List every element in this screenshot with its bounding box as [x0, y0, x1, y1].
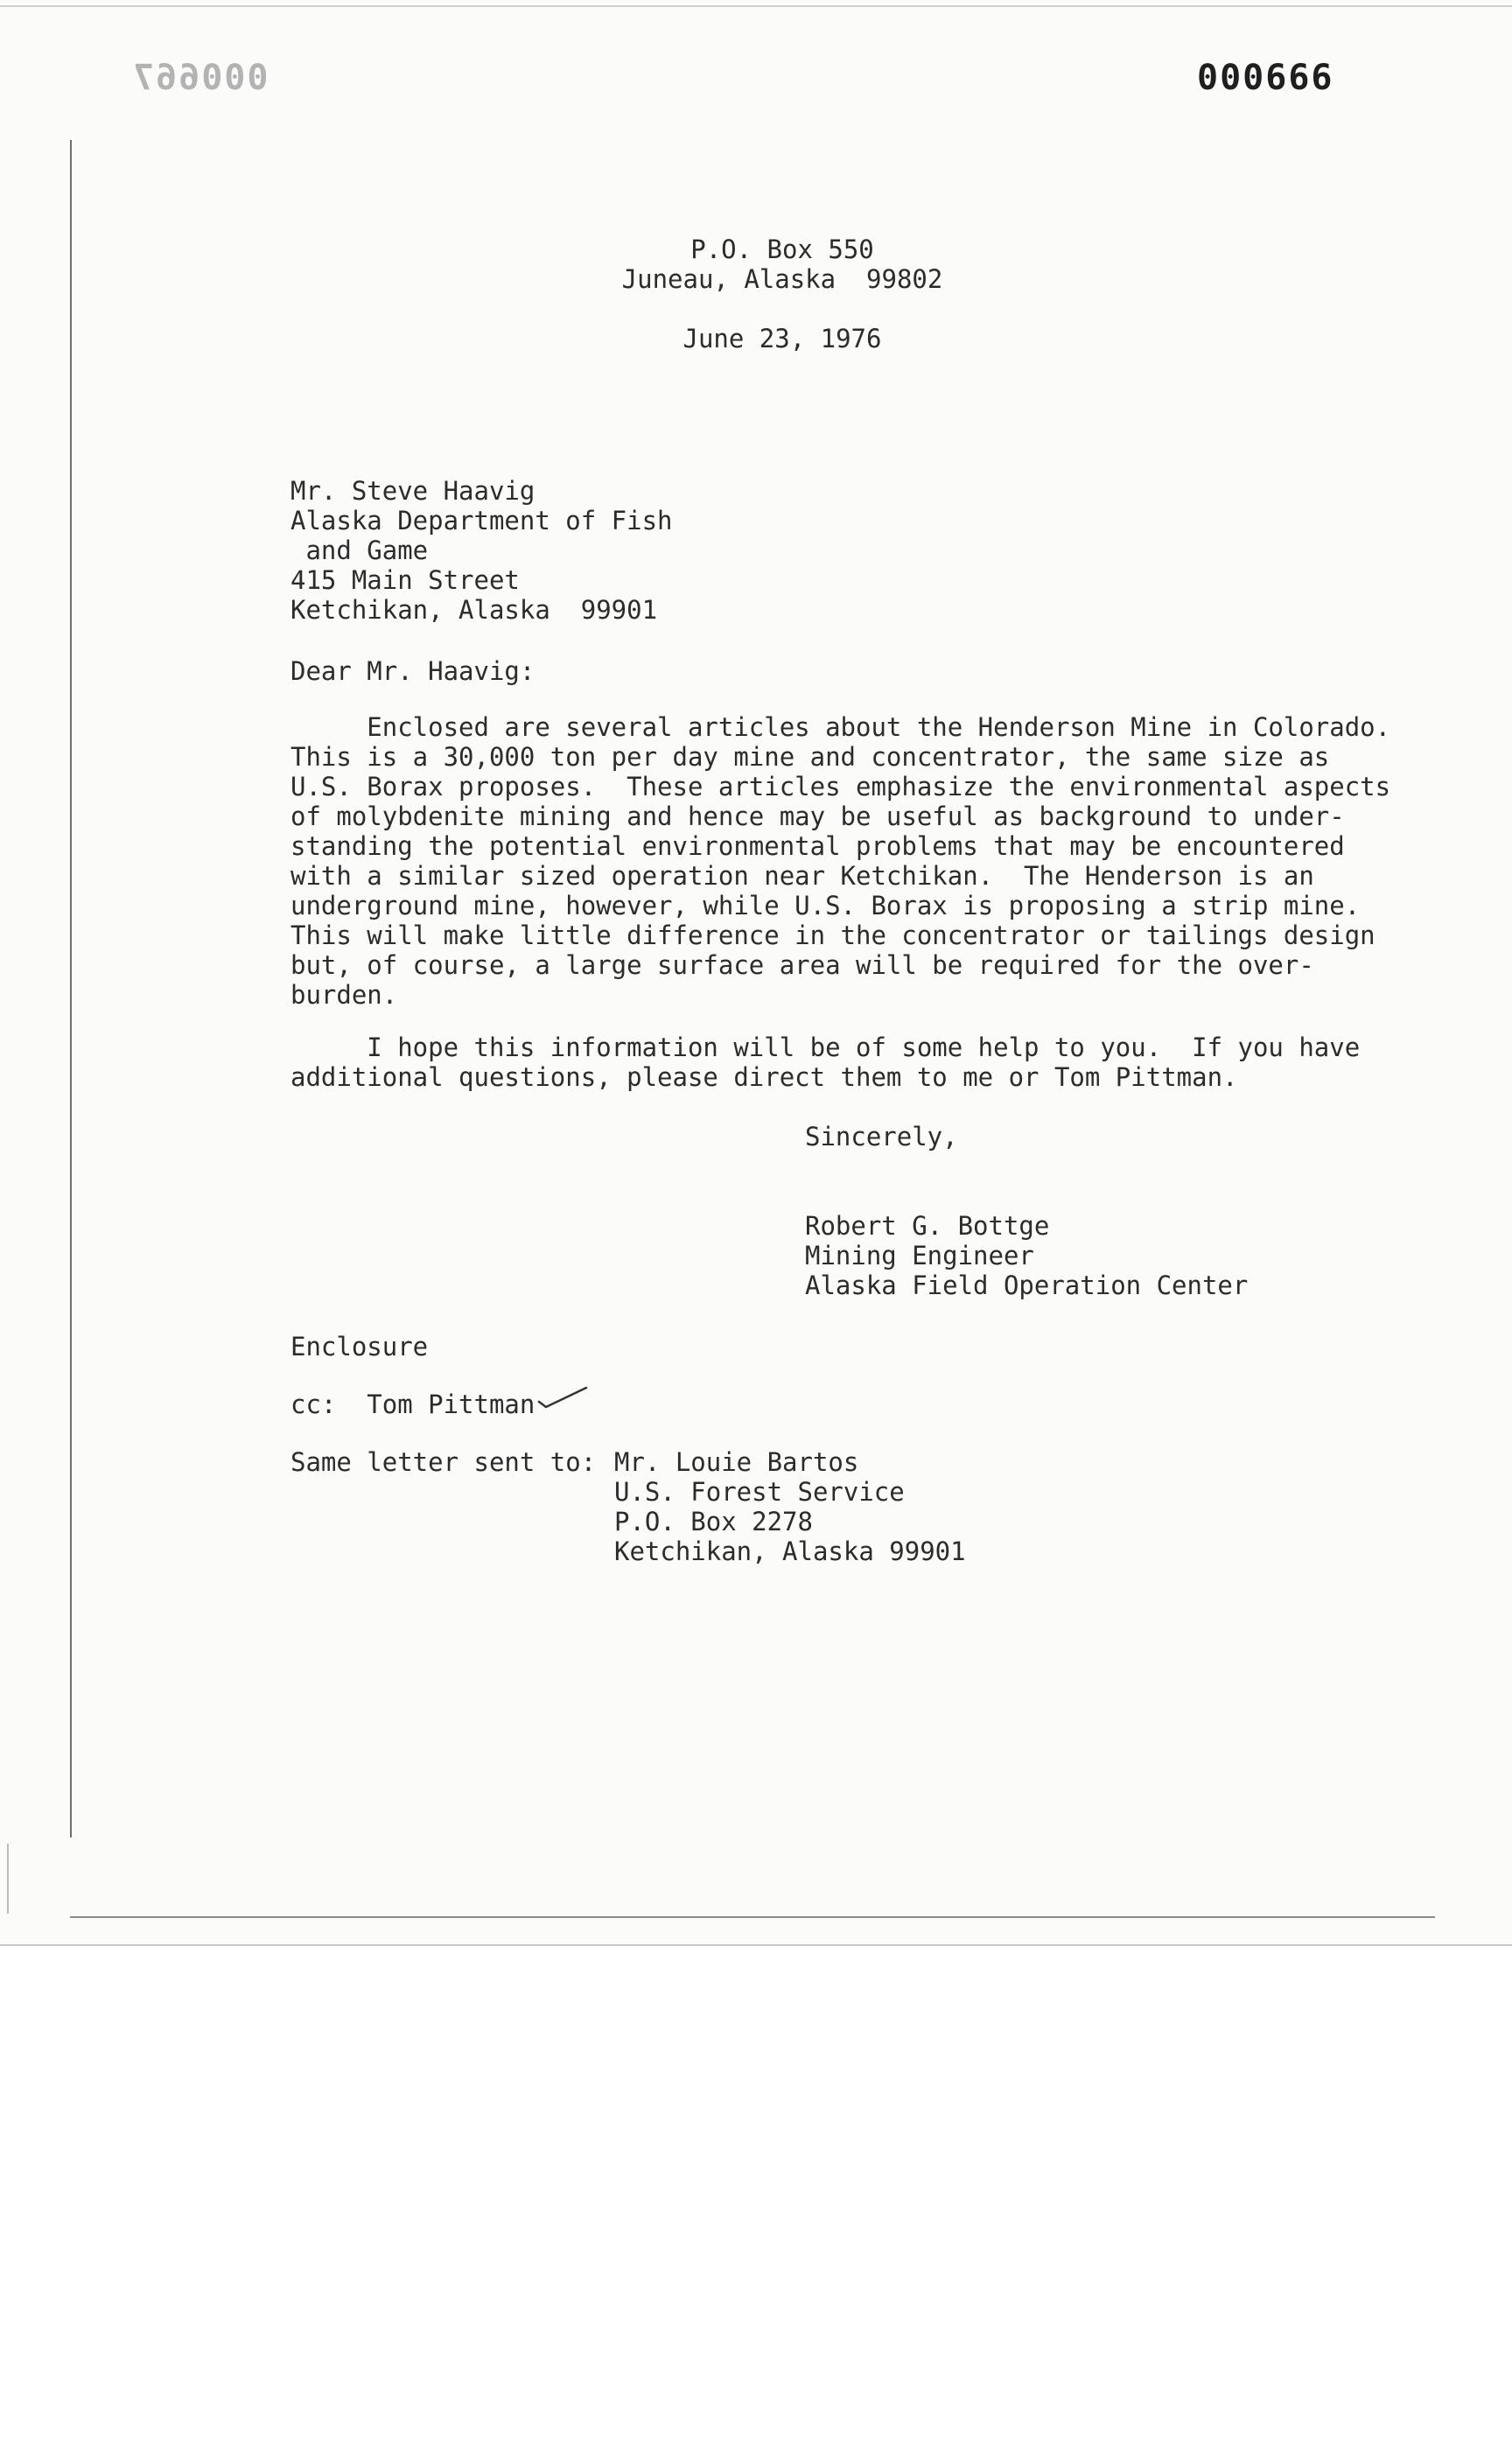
recipient-name: Mr. Steve Haavig: [290, 476, 536, 506]
second-recipient-organization: U.S. Forest Service: [614, 1477, 905, 1507]
return-address-line-2: Juneau, Alaska 99802: [621, 264, 943, 294]
letter-date: June 23, 1976: [682, 324, 882, 354]
recipient-city: Ketchikan, Alaska 99901: [290, 595, 658, 625]
curled-page-corner: [7, 1831, 35, 1914]
bleed-through-page-number: 000667: [131, 58, 269, 98]
page-number-stamp: 000666: [1197, 58, 1334, 98]
signer-name: Robert G. Bottge: [805, 1211, 1050, 1241]
handwritten-check-mark-icon: [537, 1386, 590, 1412]
closing: Sincerely,: [805, 1122, 958, 1152]
signer-office: Alaska Field Operation Center: [805, 1270, 1249, 1300]
signer-title: Mining Engineer: [805, 1241, 1034, 1270]
paragraph-1-line: U.S. Borax proposes. These articles emphasize the environmental aspects: [290, 772, 1391, 802]
page-top-edge: [0, 5, 1512, 7]
paragraph-1-line: underground mine, however, while U.S. Borax is proposing a strip mine.: [290, 891, 1361, 920]
paragraph-1-line: This is a 30,000 ton per day mine and concentrator, the same size as: [290, 742, 1330, 772]
cc-line: cc: Tom Pittman: [290, 1390, 536, 1419]
enclosure-note: Enclosure: [290, 1332, 429, 1362]
recipient-organization: Alaska Department of Fish: [290, 506, 673, 536]
salutation: Dear Mr. Haavig:: [290, 656, 536, 686]
paragraph-1-line: This will make little difference in the concentrator or tailings design: [290, 920, 1376, 950]
recipient-street: 415 Main Street: [290, 565, 520, 595]
return-address-line-1: P.O. Box 550: [690, 234, 874, 264]
second-recipient-po-box: P.O. Box 2278: [614, 1507, 813, 1536]
bottom-margin-rule: [70, 1916, 1435, 1918]
second-recipient-name: Mr. Louie Bartos: [614, 1447, 859, 1477]
same-letter-label: Same letter sent to:: [290, 1447, 597, 1477]
paragraph-2-line: I hope this information will be of some help to you. If you have: [290, 1032, 1361, 1062]
paragraph-1-line: of molybdenite mining and hence may be useful as background to under-: [290, 802, 1345, 831]
paragraph-1-line: Enclosed are several articles about the Henderson Mine in Colorado.: [290, 712, 1391, 742]
left-margin-rule: [70, 140, 72, 1838]
paragraph-2-line: additional questions, please direct them to me or Tom Pittman.: [290, 1062, 1238, 1092]
second-recipient-city: Ketchikan, Alaska 99901: [614, 1536, 966, 1566]
paragraph-1-line: with a similar sized operation near Ketchikan. The Henderson is an: [290, 861, 1314, 891]
paragraph-1-line: standing the potential environmental problems that may be encountered: [290, 831, 1345, 861]
paragraph-1-line: but, of course, a large surface area will be required for the over-: [290, 950, 1314, 980]
paragraph-1-line: burden.: [290, 980, 398, 1010]
recipient-organization-cont: and Game: [290, 536, 429, 565]
